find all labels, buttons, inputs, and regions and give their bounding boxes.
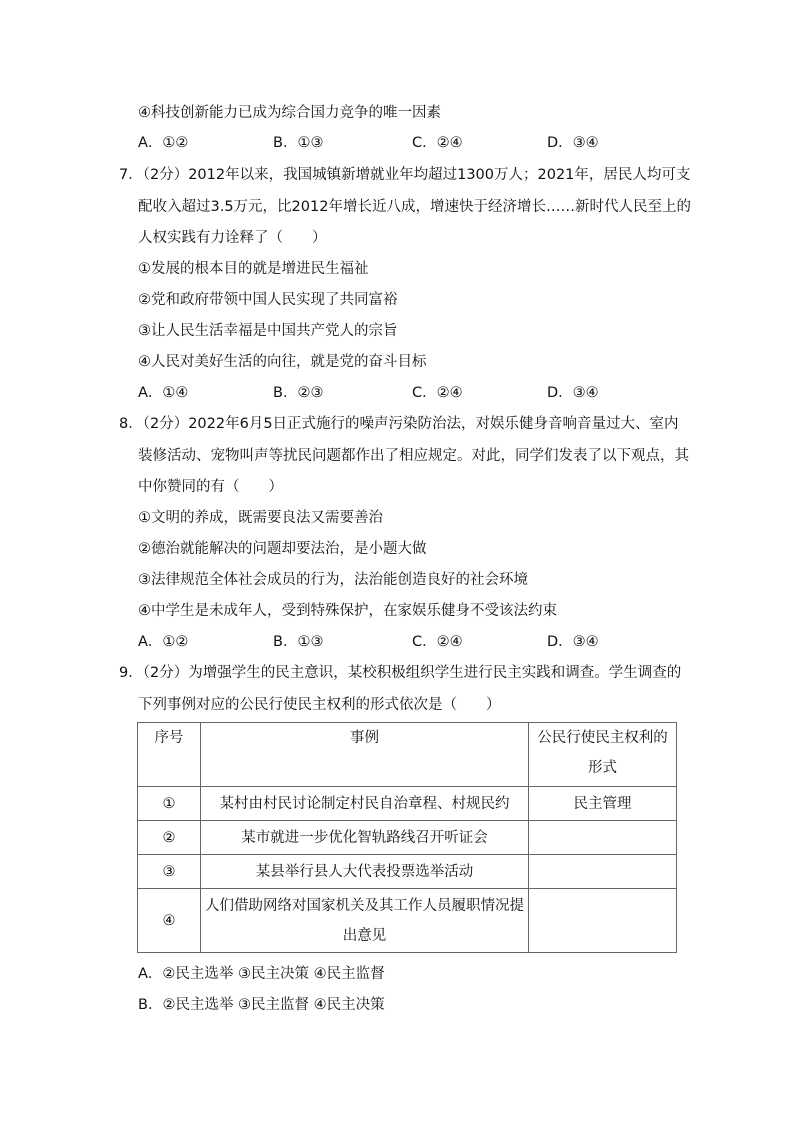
q6-option-d: D．③④ xyxy=(547,135,599,151)
row-case: 某市就进一步优化智轨路线召开听证会 xyxy=(201,821,529,855)
q7-option-d: D．③④ xyxy=(547,385,599,401)
row-form xyxy=(529,889,677,953)
q7-option-c: C．②④ xyxy=(412,385,463,401)
q7-stem-line-1: 7．（2分）2012年以来，我国城镇新增就业年均超过1300万人；2021年，居民人均可支 xyxy=(119,167,691,183)
q7-option-a: A．①④ xyxy=(138,385,189,401)
q8-item-4: ④中学生是未成年人，受到特殊保护，在家娱乐健身不受该法约束 xyxy=(138,603,557,619)
q6-option-b: B．①③ xyxy=(273,135,324,151)
table-header-row xyxy=(138,723,677,787)
row-number: ② xyxy=(138,821,201,855)
table-row xyxy=(138,855,677,889)
q8-option-a: A．①② xyxy=(138,634,189,650)
q6-option-a: A．①② xyxy=(138,135,189,151)
q6-item-4: ④科技创新能力已成为综合国力竞争的唯一因素 xyxy=(138,105,441,121)
row-case: 某村由村民讨论制定村民自治章程、村规民约 xyxy=(201,787,529,821)
row-form xyxy=(529,855,677,889)
q7-option-b: B．②③ xyxy=(273,385,324,401)
q9-stem-line-2: 下列事例对应的公民行使民主权利的形式依次是（ ） xyxy=(138,697,501,713)
row-form: 民主管理 xyxy=(529,787,677,821)
q8-item-3: ③法律规范全体社会成员的行为，法治能创造良好的社会环境 xyxy=(138,572,528,588)
q7-item-1: ①发展的根本目的就是增进民生福祉 xyxy=(138,261,369,277)
q7-item-3: ③让人民生活幸福是中国共产党人的宗旨 xyxy=(138,323,398,339)
q8-stem-line-1: 8．（2分）2022年6月5日正式施行的噪声污染防治法，对娱乐健身音响音量过大、室内 xyxy=(119,416,679,432)
row-number: ① xyxy=(138,787,201,821)
q8-stem-line-3: 中你赞同的有（ ） xyxy=(138,479,283,495)
q9-table xyxy=(137,722,677,953)
q7-stem-line-2: 配收入超过3.5万元，比2012年增长近八成，增速快于经济增长……新时代人民至上的 xyxy=(138,199,691,215)
q9-option-b: B．②民主选举 ③民主监督 ④民主决策 xyxy=(138,997,385,1013)
row-number: ③ xyxy=(138,855,201,889)
q8-item-2: ②德治就能解决的问题却要法治，是小题大做 xyxy=(138,541,427,557)
q7-stem-line-3: 人权实践有力诠释了（ ） xyxy=(138,230,327,246)
q8-option-c: C．②④ xyxy=(412,634,463,650)
header-number: 序号 xyxy=(138,723,201,787)
q8-option-d: D．③④ xyxy=(547,634,599,650)
table-row xyxy=(138,787,677,821)
q6-option-c: C．②④ xyxy=(412,135,463,151)
row-case: 某县举行县人大代表投票选举活动 xyxy=(201,855,529,889)
q8-stem-line-2: 装修活动、宠物叫声等扰民问题都作出了相应规定。对此，同学们发表了以下观点，其 xyxy=(138,448,689,464)
q8-item-1: ①文明的养成，既需要良法又需要善治 xyxy=(138,510,383,526)
q8-option-b: B．①③ xyxy=(273,634,324,650)
q7-item-2: ②党和政府带领中国人民实现了共同富裕 xyxy=(138,292,398,308)
row-form xyxy=(529,821,677,855)
q7-item-4: ④人民对美好生活的向往，就是党的奋斗目标 xyxy=(138,354,427,370)
table-row xyxy=(138,889,677,953)
q9-option-a: A．②民主选举 ③民主决策 ④民主监督 xyxy=(138,966,385,982)
header-form: 公民行使民主权利的形式 xyxy=(529,723,677,787)
header-case: 事例 xyxy=(201,723,529,787)
table-row xyxy=(138,821,677,855)
row-number: ④ xyxy=(138,889,201,953)
q9-stem-line-1: 9．（2分）为增强学生的民主意识，某校积极组织学生进行民主实践和调查。学生调查的 xyxy=(119,665,682,681)
row-case: 人们借助网络对国家机关及其工作人员履职情况提出意见 xyxy=(201,889,529,953)
